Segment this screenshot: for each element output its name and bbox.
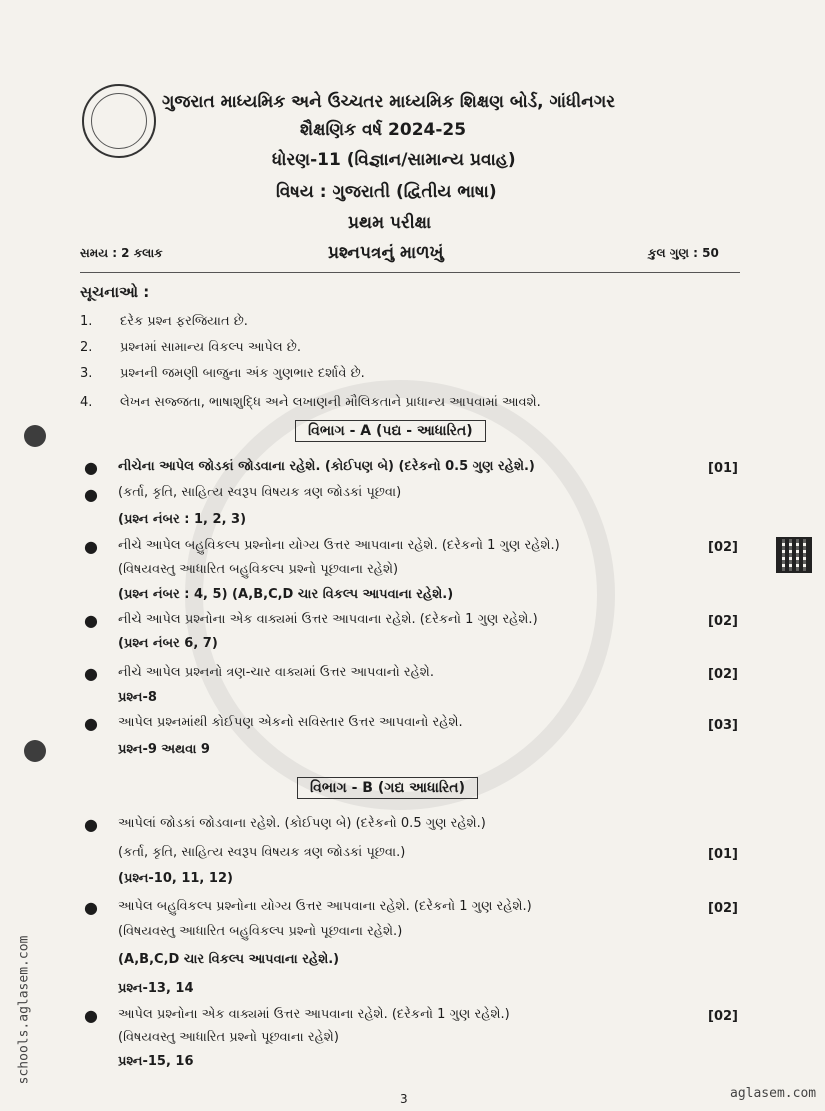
- side-watermark: [14, 915, 34, 1105]
- marks-a4: [02]: [708, 667, 738, 682]
- bullet-icon: ●: [84, 485, 98, 504]
- punch-hole-top: [24, 425, 46, 447]
- instruction-number: 2.: [80, 340, 93, 355]
- question-b3-numbers: પ્રશ્ન-15, 16: [118, 1054, 194, 1069]
- question-b3-note: (વિષયવસ્તુ આધારિત પ્રશ્નો પૂછવાના રહેશે): [118, 1030, 339, 1045]
- instruction-text: પ્રશ્નની જમણી બાજુના અંક ગુણભાર દર્શાવે છે.: [120, 366, 365, 381]
- instruction-number: 4.: [80, 395, 93, 410]
- total-marks: કુલ ગુણ : 50: [648, 246, 719, 260]
- bullet-icon: ●: [84, 898, 98, 917]
- question-b2-numbers: પ્રશ્ન-13, 14: [118, 981, 194, 996]
- question-a2-numbers: (પ્રશ્ન નંબર : 4, 5) (A,B,C,D ચાર વિકલ્પ આપવાના રહેશે.): [118, 587, 454, 602]
- exam-time: સમય : 2 કલાક: [80, 246, 163, 260]
- marks-a3: [02]: [708, 614, 738, 629]
- question-a5-number: પ્રશ્ન-9 અથવા 9: [118, 742, 210, 757]
- question-a4: નીચે આપેલ પ્રશ્નનો ત્રણ-ચાર વાક્યમાં ઉત્તર આપવાનો રહેશે.: [118, 665, 434, 680]
- section-b-title: વિભાગ - B (ગદ્ય આધારિત): [297, 777, 478, 799]
- section-a-title: વિભાગ - A (પદ્ય - આધારિત): [295, 420, 486, 442]
- instructions-title: સૂચનાઓ :: [80, 283, 150, 301]
- question-a3: નીચે આપેલ પ્રશ્નોના એક વાક્યમાં ઉત્તર આપવાના રહેશે. (દરેકનો 1 ગુણ રહેશે.): [118, 612, 538, 627]
- header-divider: [80, 272, 740, 273]
- board-name: ગુજરાત માધ્યમિક અને ઉચ્ચતર માધ્યમિક શિક્ષણ બોર્ડ, ગાંધીનગર: [162, 92, 616, 112]
- instruction-text: લેખન સજ્જતા, ભાષાશુદ્ધિ અને લખાણની મૌલિકતાને પ્રાધાન્ય આપવામાં આવશે.: [120, 395, 541, 410]
- bullet-icon: ●: [84, 714, 98, 733]
- page-number: 3: [400, 1092, 408, 1106]
- marks-b3: [02]: [708, 1009, 738, 1024]
- class-stream: ધોરણ-11 (વિજ્ઞાન/સામાન્ય પ્રવાહ): [272, 150, 516, 170]
- bullet-icon: ●: [84, 664, 98, 683]
- question-b1-note: (કર્તા, કૃતિ, સાહિત્ય સ્વરૂપ વિષયક ત્રણ જોડકાં પૂછવા.): [118, 845, 406, 860]
- bullet-icon: ●: [84, 1006, 98, 1025]
- marks-b1: [01]: [708, 847, 738, 862]
- question-b2-options: (A,B,C,D ચાર વિકલ્પ આપવાના રહેશે.): [118, 952, 340, 967]
- punch-hole-bottom: [24, 740, 46, 762]
- question-b1: આપેલાં જોડકાં જોડવાના રહેશે. (કોઈપણ બે) (દરેકનો 0.5 ગુણ રહેશે.): [118, 816, 486, 831]
- question-a5: આપેલ પ્રશ્નમાંથી કોઈપણ એકનો સવિસ્તાર ઉત્તર આપવાનો રહેશે.: [118, 715, 463, 730]
- bullet-icon: ●: [84, 611, 98, 630]
- instruction-text: દરેક પ્રશ્ન ફરજિયાત છે.: [120, 314, 248, 329]
- qr-code[interactable]: [776, 537, 812, 573]
- bottom-watermark: aglasem.com: [730, 1086, 817, 1101]
- question-b1-numbers: (પ્રશ્ન-10, 11, 12): [118, 871, 233, 886]
- exam-name: પ્રથમ પરીક્ષા: [348, 213, 432, 233]
- board-logo-seal: [82, 84, 156, 158]
- marks-b2: [02]: [708, 901, 738, 916]
- question-a4-number: પ્રશ્ન-8: [118, 690, 157, 705]
- marks-a2: [02]: [708, 540, 738, 555]
- question-a1-numbers: (પ્રશ્ન નંબર : 1, 2, 3): [118, 512, 247, 527]
- bullet-icon: ●: [84, 815, 98, 834]
- bullet-icon: ●: [84, 458, 98, 477]
- marks-a1: [01]: [708, 461, 738, 476]
- question-b3: આપેલ પ્રશ્નોના એક વાક્યમાં ઉત્તર આપવાના રહેશે. (દરેકનો 1 ગુણ રહેશે.): [118, 1007, 510, 1022]
- instruction-number: 1.: [80, 314, 93, 329]
- marks-a5: [03]: [708, 718, 738, 733]
- question-a1: નીચેના આપેલ જોડકાં જોડવાના રહેશે. (કોઈપણ બે) (દરેકનો 0.5 ગુણ રહેશે.): [118, 459, 535, 474]
- question-a2: નીચે આપેલ બહુવિકલ્પ પ્રશ્નોના યોગ્ય ઉત્તર આપવાના રહેશે. (દરેકનો 1 ગુણ રહેશે.): [118, 538, 560, 553]
- instruction-text: પ્રશ્નમાં સામાન્ય વિકલ્પ આપેલ છે.: [120, 340, 301, 355]
- question-b2-note: (વિષયવસ્તુ આધારિત બહુવિકલ્પ પ્રશ્નો પૂછવાના રહેશે.): [118, 924, 403, 939]
- question-b2: આપેલ બહુવિકલ્પ પ્રશ્નોના યોગ્ય ઉત્તર આપવાના રહેશે. (દરેકનો 1 ગુણ રહેશે.): [118, 899, 532, 914]
- blueprint-title: પ્રશ્નપત્રનું માળખું: [328, 243, 444, 263]
- academic-year: શૈક્ષણિક વર્ષ 2024-25: [300, 120, 467, 140]
- question-a3-numbers: (પ્રશ્ન નંબર 6, 7): [118, 636, 218, 651]
- bullet-icon: ●: [84, 537, 98, 556]
- instruction-number: 3.: [80, 366, 93, 381]
- question-a1-note: (કર્તા, કૃતિ, સાહિત્ય સ્વરૂપ વિષયક ત્રણ જોડકાં પૂછવા): [118, 485, 402, 500]
- side-watermark-text: schools.aglasem.com: [16, 935, 32, 1085]
- subject: વિષય : ગુજરાતી (દ્વિતીય ભાષા): [276, 182, 497, 202]
- question-a2-note: (વિષયવસ્તુ આધારિત બહુવિકલ્પ પ્રશ્નો પૂછવાના રહેશે): [118, 562, 399, 577]
